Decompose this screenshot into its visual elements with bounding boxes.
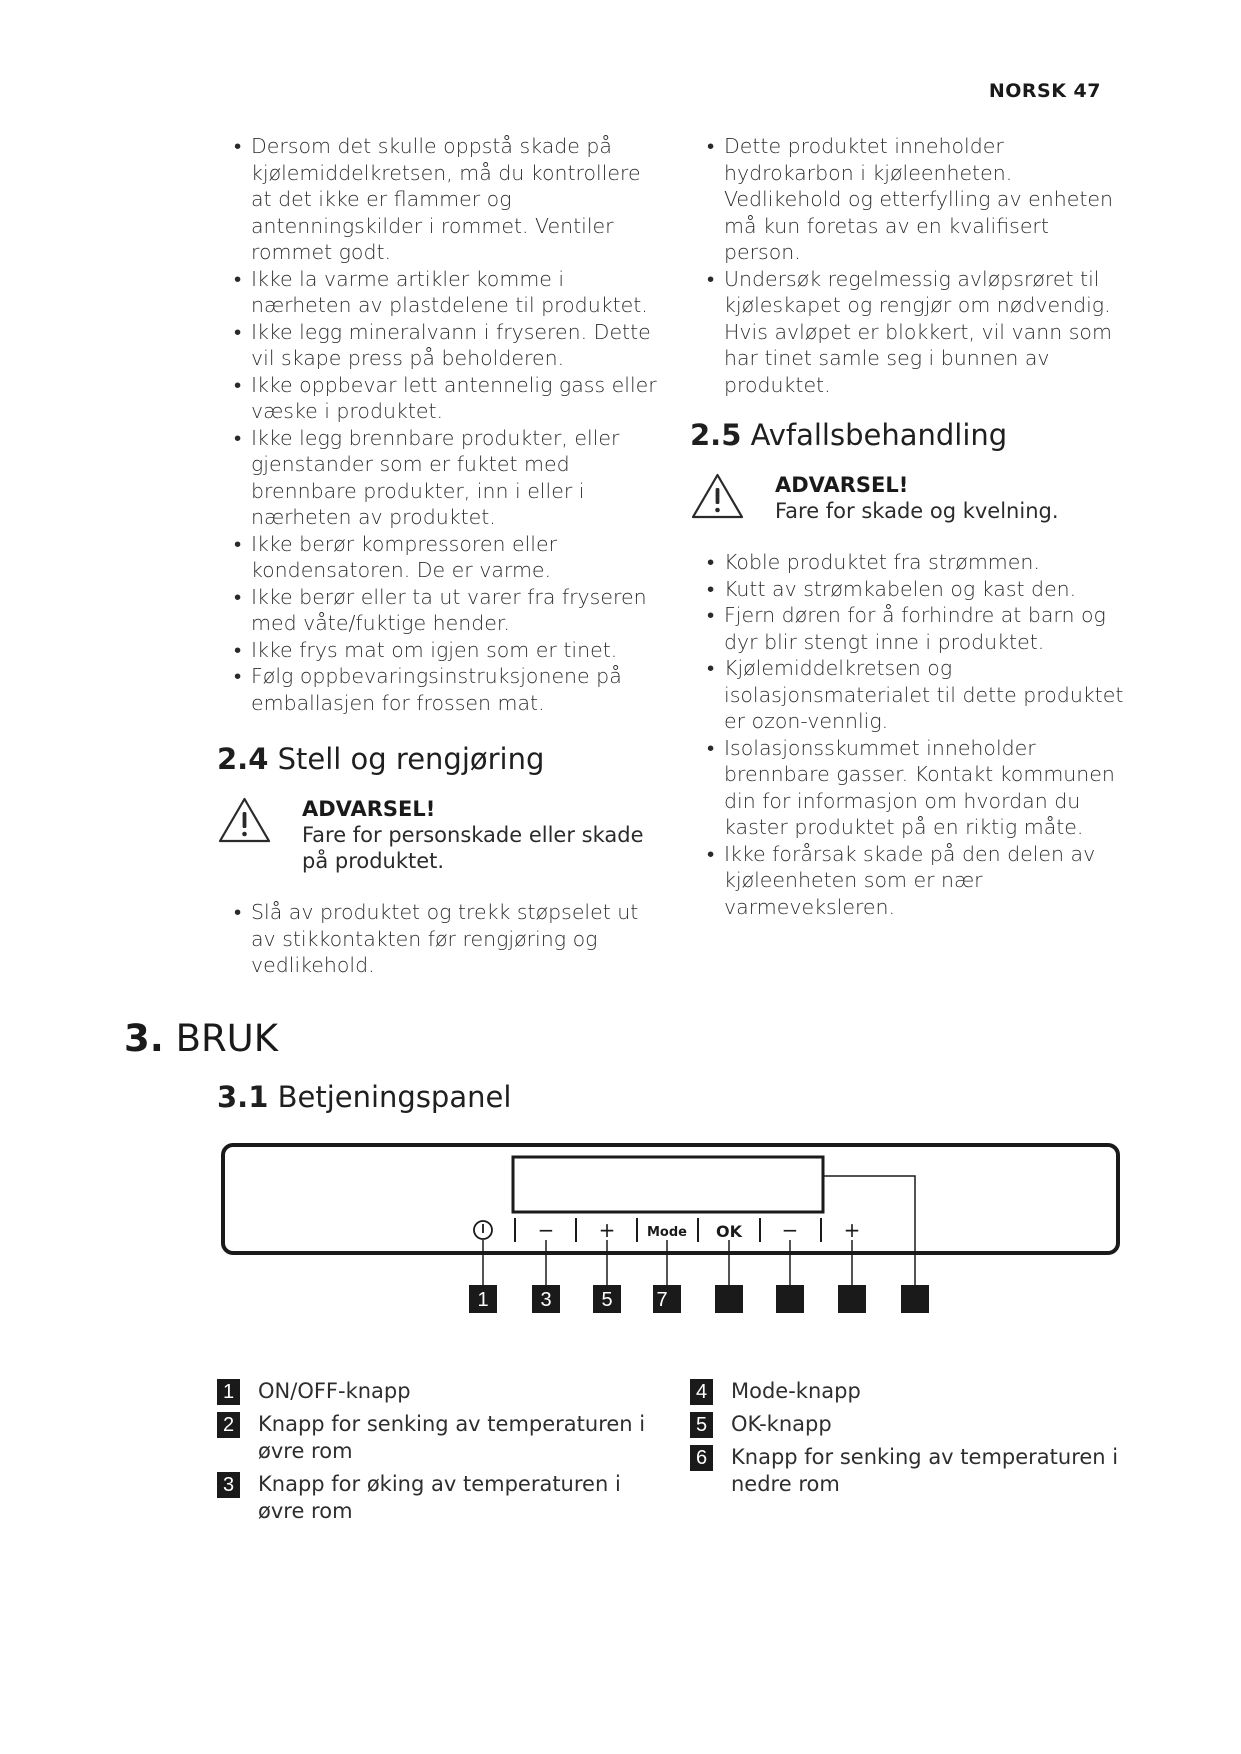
mode-button[interactable]: Mode [647, 1225, 687, 1240]
left-column [217, 133, 657, 979]
upper-minus-button[interactable]: − [537, 1218, 555, 1242]
legend-text: Mode-knapp [731, 1379, 861, 1403]
legend-item [217, 1378, 647, 1405]
section-2-5-bullet-list [690, 549, 1130, 920]
upper-plus-button[interactable]: + [598, 1218, 616, 1242]
section-2-4-bullet-list [217, 899, 657, 979]
legend-item [217, 1471, 647, 1525]
list-item: • Ikke legg mineralvann i fryseren. Dette vil skape press på beholderen. [217, 319, 657, 372]
legend-right [690, 1378, 1120, 1504]
legend-number: 3 [217, 1472, 240, 1498]
legend-text: ON/OFF-knapp [258, 1379, 411, 1403]
section-heading-3-1 [217, 1080, 511, 1114]
legend-text: Knapp for øking av temperaturen i øvre rom [258, 1472, 621, 1523]
warning-text-block [302, 796, 657, 874]
warning-box [217, 796, 657, 874]
legend-item [690, 1411, 1120, 1438]
legend-number: 2 [217, 1412, 240, 1438]
legend-text: Knapp for senking av temperaturen i nedre rom [731, 1445, 1119, 1496]
left-bullet-list [217, 133, 657, 716]
lower-minus-button[interactable]: − [781, 1218, 799, 1242]
section-number: 2.4 [217, 742, 269, 776]
list-item: • Isolasjonsskummet inneholder brennbare gasser. Kontakt kommunen din for informasjon om hvordan du kaster produktet på en riktig måte. [690, 735, 1130, 841]
list-item: • Fjern døren for å forhindre at barn og dyr blir stengt inne i produktet. [690, 602, 1130, 655]
legend-item [690, 1378, 1120, 1405]
display-leader-line [823, 1176, 915, 1302]
callout-labels [469, 1285, 929, 1313]
callout-box [901, 1285, 929, 1313]
warning-text: Fare for skade og kvelning. [775, 499, 1059, 523]
list-item: • Slå av produktet og trekk støpselet ut av stikkontakten før rengjøring og vedlikehold. [217, 899, 657, 979]
legend-number: 5 [690, 1412, 713, 1438]
warning-triangle-icon [690, 472, 745, 520]
list-item: • Ikke legg brennbare produkter, eller gjenstander som er fuktet med brennbare produkter, inn i eller i nærheten av produktet. [217, 425, 657, 531]
list-item: • Dersom det skulle oppstå skade på kjølemiddelkretsen, må du kontrollere at det ikke er flammer og antenningskilder i rommet. Ventiler rommet godt. [217, 133, 657, 266]
warning-text-block [775, 472, 1059, 524]
section-number: 2.5 [690, 418, 742, 452]
lower-plus-button[interactable]: + [843, 1218, 861, 1242]
list-item: • Ikke berør kompressoren eller kondensatoren. De er varme. [217, 531, 657, 584]
legend-text: OK-knapp [731, 1412, 832, 1436]
warning-title: ADVARSEL! [775, 473, 909, 497]
list-item: • Kjølemiddelkretsen og isolasjonsmaterialet til dette produktet er ozon-vennlig. [690, 655, 1130, 735]
callout-box [776, 1285, 804, 1313]
callout-number: 1 [477, 1289, 489, 1311]
callout-box [838, 1285, 866, 1313]
onoff-button[interactable] [474, 1221, 492, 1239]
section-heading-2-4 [217, 742, 657, 776]
list-item: • Ikke forårsak skade på den delen av kjøleenheten som er nær varmeveksleren. [690, 841, 1130, 921]
list-item: • Undersøk regelmessig avløpsrøret til kjøleskapet og rengjør om nødvendig. Hvis avløpet er blokkert, vil vann som har tinet samle seg i bunnen av produktet. [690, 266, 1130, 399]
warning-box [690, 472, 1130, 524]
warning-text: Fare for personskade eller skade på produktet. [302, 823, 644, 873]
legend-text: Knapp for senking av temperaturen i øvre rom [258, 1412, 646, 1463]
control-panel-diagram [215, 1140, 1135, 1315]
legend-item [217, 1411, 647, 1465]
chapter-number: 3. [124, 1017, 164, 1060]
right-bullet-list [690, 133, 1130, 398]
list-item: • Ikke la varme artikler komme i nærheten av plastdelene til produktet. [217, 266, 657, 319]
chapter-title [124, 1017, 278, 1060]
warning-triangle-icon [217, 796, 272, 844]
section-title: Stell og rengjøring [277, 742, 545, 776]
legend-number: 6 [690, 1445, 713, 1471]
callout-number: 3 [540, 1289, 552, 1311]
display-window [513, 1157, 823, 1212]
right-column [690, 133, 1130, 920]
callout-number: 7 [656, 1289, 668, 1311]
warning-title: ADVARSEL! [302, 797, 436, 821]
section-heading-2-5 [690, 418, 1130, 452]
section-title: Betjeningspanel [277, 1080, 512, 1114]
ok-button[interactable]: OK [716, 1222, 742, 1241]
list-item: • Koble produktet fra strømmen. [690, 549, 1130, 576]
list-item: • Følg oppbevaringsinstruksjonene på emballasjen for frossen mat. [217, 663, 657, 716]
legend-left [217, 1378, 647, 1531]
section-title: Avfallsbehandling [750, 418, 1008, 452]
legend-number: 4 [690, 1379, 713, 1405]
page-header: NORSK 47 [988, 80, 1101, 102]
callout-box [715, 1285, 743, 1313]
list-item: • Dette produktet inneholder hydrokarbon i kjøleenheten. Vedlikehold og etterfylling av enheten må kun foretas av en kvalifisert person. [690, 133, 1130, 266]
section-number: 3.1 [217, 1080, 269, 1114]
list-item: • Kutt av strømkabelen og kast den. [690, 576, 1130, 603]
callout-number: 5 [601, 1289, 613, 1311]
legend-number: 1 [217, 1379, 240, 1405]
legend-item [690, 1444, 1120, 1498]
list-item: • Ikke berør eller ta ut varer fra fryseren med våte/fuktige hender. [217, 584, 657, 637]
chapter-name: BRUK [175, 1017, 279, 1060]
list-item: • Ikke oppbevar lett antennelig gass eller væske i produktet. [217, 372, 657, 425]
list-item: • Ikke frys mat om igjen som er tinet. [217, 637, 657, 664]
